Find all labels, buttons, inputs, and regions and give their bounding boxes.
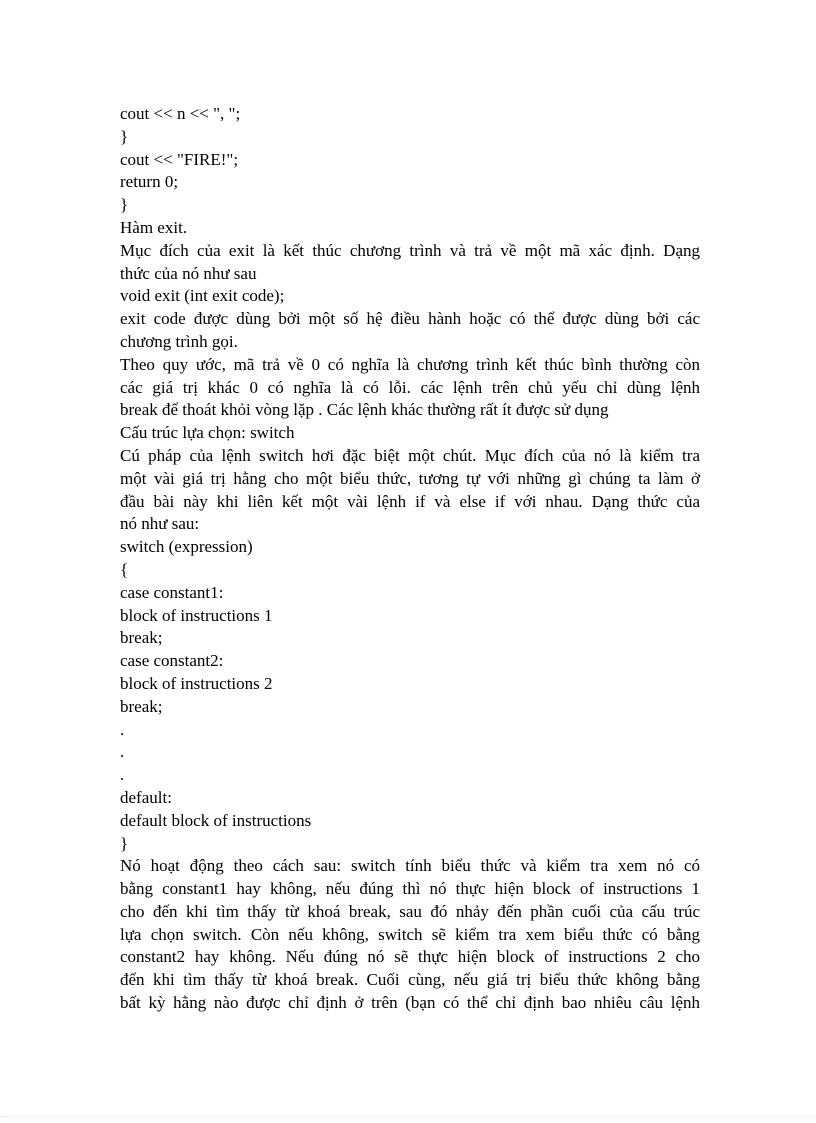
- code-line: break;: [120, 696, 163, 716]
- paragraph-line: một vài giá trị hằng cho một biểu thức, tương tự với những gì chúng ta làm ở: [120, 468, 700, 488]
- paragraph-line: đến khi tìm thấy từ khoá break. Cuối cùng, nếu giá trị biểu thức không bằng: [120, 970, 700, 990]
- code-line: void exit (int exit code);: [120, 286, 285, 306]
- paragraph-line: Theo quy ước, mã trả về 0 có nghĩa là chương trình kết thúc bình thường còn: [120, 354, 700, 374]
- paragraph-line: chương trình gọi.: [120, 331, 238, 351]
- paragraph-line: Cú pháp của lệnh switch hơi đặc biệt một chút. Mục đích của nó là kiểm tra: [120, 445, 700, 465]
- code-line: block of instructions 2: [120, 673, 273, 693]
- paragraph-line: break để thoát khỏi vòng lặp . Các lệnh khác thường rất ít được sử dụng: [120, 400, 609, 420]
- code-line: }: [120, 126, 129, 146]
- code-line: cout << n << ", ";: [120, 104, 241, 123]
- paragraph-line: các giá trị khác 0 có nghĩa là có lỗi. các lệnh trên chủ yếu chỉ dùng lệnh: [120, 377, 700, 397]
- ellipsis-dot: .: [120, 719, 125, 739]
- code-line: }: [120, 195, 129, 215]
- code-line: return 0;: [120, 172, 179, 192]
- code-line: {: [120, 559, 129, 579]
- paragraph-line: bằng constant1 hay không, nếu đúng thì nó thực hiện block of instructions 1: [120, 879, 700, 899]
- paragraph-line: cho đến khi tìm thấy từ khoá break, sau đó nhảy đến phần cuối của cấu trúc: [120, 901, 700, 921]
- paragraph-line: thức của nó như sau: [120, 263, 257, 283]
- code-line: break;: [120, 628, 163, 648]
- paragraph-line: Mục đích của exit là kết thúc chương trình và trả về một mã xác định. Dạng: [120, 240, 700, 260]
- code-line: }: [120, 833, 129, 853]
- paragraph-line: constant2 hay không. Nếu đúng nó sẽ thực hiện block of instructions 2 cho: [120, 947, 700, 967]
- paragraph-line: lựa chọn switch. Còn nếu không, switch sẽ kiểm tra xem biểu thức có bằng: [120, 924, 700, 944]
- paragraph-line: bất kỳ hằng nào được chỉ định ở trên (bạn có thể chỉ định bao nhiêu câu lệnh: [120, 993, 700, 1013]
- paragraph-line: đầu bài này khi liên kết một vài lệnh if và else if với nhau. Dạng thức của: [120, 491, 700, 511]
- section-heading: Cấu trúc lựa chọn: switch: [120, 423, 295, 443]
- page-bottom-divider: [0, 1115, 816, 1117]
- paragraph-line: exit code được dùng bởi một số hệ điều hành hoặc có thể được dùng bởi các: [120, 309, 700, 329]
- section-heading: Hàm exit.: [120, 217, 188, 237]
- code-line: case constant1:: [120, 582, 224, 602]
- document-body: [120, 103, 700, 1015]
- code-line: switch (expression): [120, 537, 253, 557]
- ellipsis-dot: .: [120, 765, 125, 785]
- code-line: cout << "FIRE!";: [120, 149, 239, 169]
- code-line: block of instructions 1: [120, 605, 273, 625]
- code-line: default:: [120, 787, 172, 807]
- code-line: default block of instructions: [120, 810, 312, 830]
- paragraph-line: Nó hoạt động theo cách sau: switch tính biểu thức và kiểm tra xem nó có: [120, 856, 700, 876]
- paragraph-line: nó như sau:: [120, 514, 200, 534]
- ellipsis-dot: .: [120, 742, 125, 762]
- code-line: case constant2:: [120, 651, 224, 671]
